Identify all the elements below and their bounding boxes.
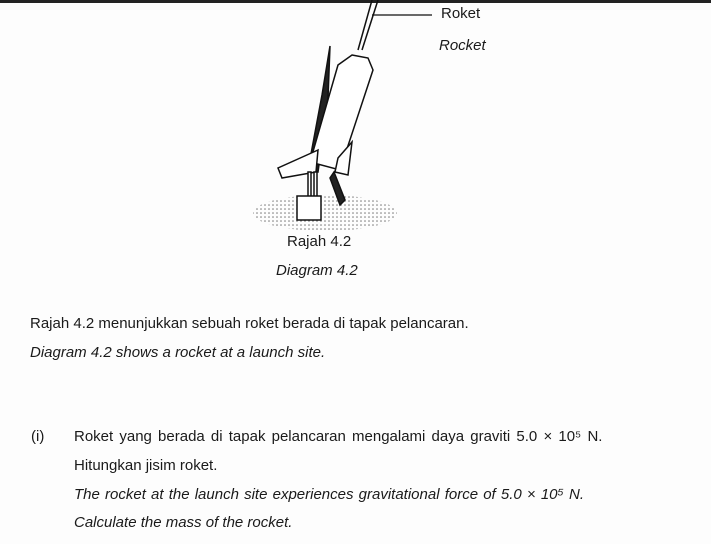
question-number: (i) — [31, 428, 45, 445]
launch-pad-ground — [253, 195, 397, 231]
intro-en: Diagram 4.2 shows a rocket at a launch site. — [30, 344, 326, 361]
figure-label-ms: Roket — [441, 5, 481, 22]
question-ms-line1: Roket yang berada di tapak pelancaran mengalami daya graviti 5.0 × 10⁵ N. — [74, 428, 603, 445]
figure-caption-ms: Rajah 4.2 — [287, 233, 352, 250]
figure-label-en: Rocket — [439, 37, 486, 54]
question-en-line2: Calculate the mass of the rocket. — [74, 514, 293, 531]
figure-caption-en: Diagram 4.2 — [276, 262, 358, 279]
rocket-diagram — [0, 0, 711, 240]
question-ms-line2: Hitungkan jisim roket. — [74, 457, 218, 474]
rocket-icon — [278, 0, 378, 220]
question-en-line1: The rocket at the launch site experiences gravitational force of 5.0 × 10⁵ N. — [74, 486, 584, 503]
intro-ms: Rajah 4.2 menunjukkan sebuah roket berada di tapak pelancaran. — [30, 315, 469, 332]
